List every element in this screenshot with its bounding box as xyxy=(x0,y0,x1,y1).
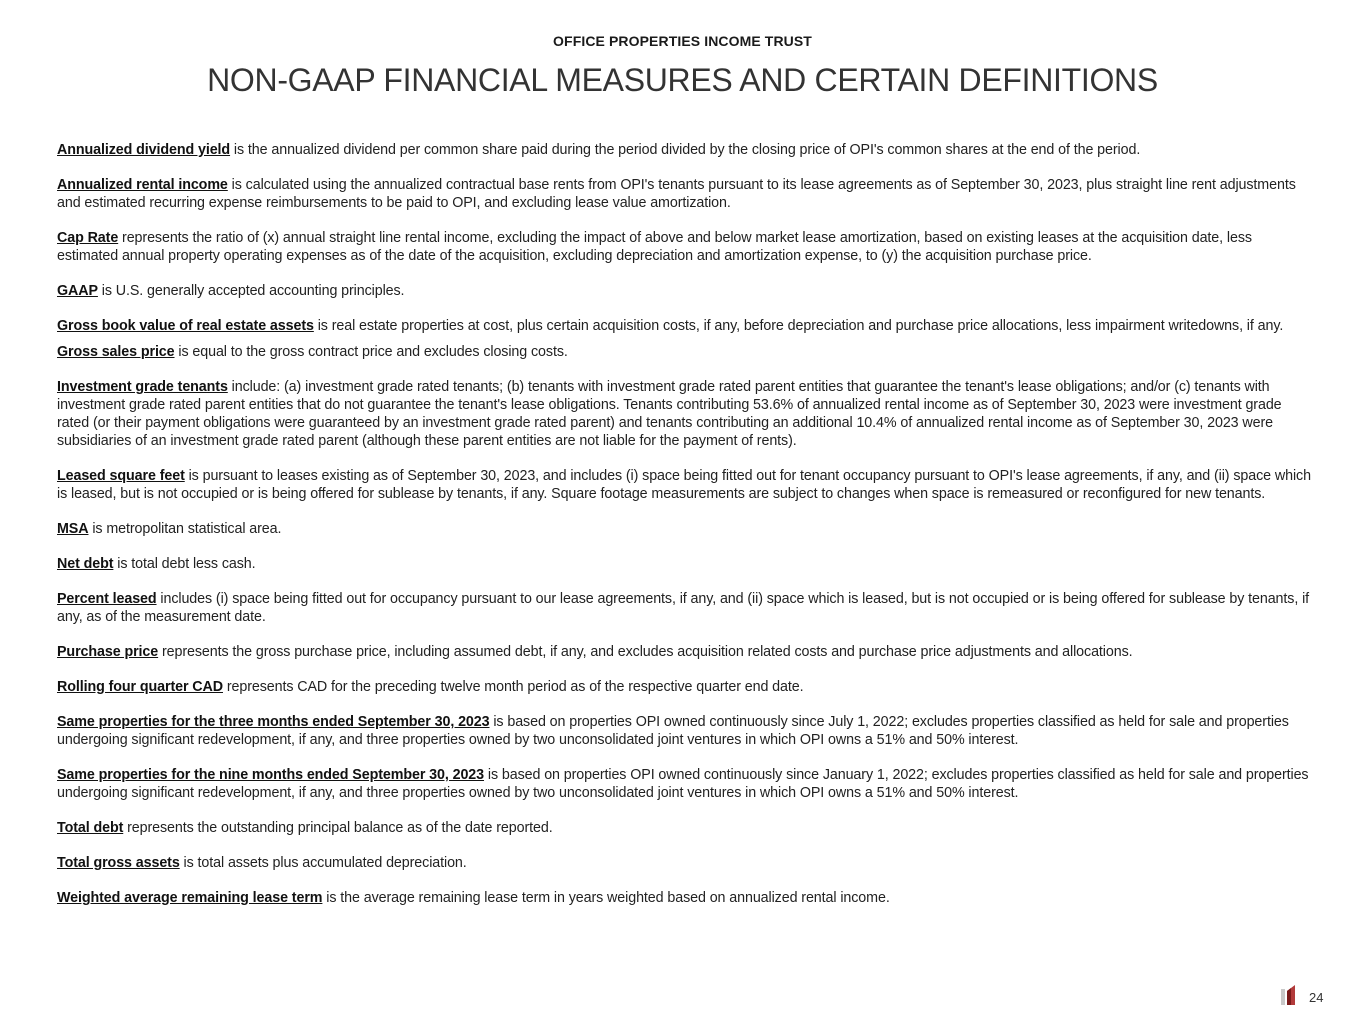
definition-term: Investment grade tenants xyxy=(57,379,228,395)
definition-term: Annualized rental income xyxy=(57,177,228,193)
definition-item xyxy=(57,343,1311,361)
definition-term: MSA xyxy=(57,521,89,537)
definitions-list xyxy=(57,141,1311,924)
definition-text: is metropolitan statistical area. xyxy=(88,521,282,537)
definition-item xyxy=(57,713,1311,749)
definition-text: represents the outstanding principal balance as of the date reported. xyxy=(123,820,553,836)
definition-text: represents the gross purchase price, including assumed debt, if any, and excludes acquisition related costs and purchase price adjustments and allocations. xyxy=(158,644,1133,660)
definition-term: Purchase price xyxy=(57,644,159,660)
definition-term: Weighted average remaining lease term xyxy=(57,890,323,906)
definition-term: Leased square feet xyxy=(57,468,185,484)
definition-item xyxy=(57,520,1311,538)
logo-left-bar xyxy=(1281,989,1285,1005)
definition-text: is total assets plus accumulated depreciation. xyxy=(179,855,467,871)
definition-term: Rolling four quarter CAD xyxy=(57,679,223,695)
definition-text: is the annualized dividend per common share paid during the period divided by the closing price of OPI's common shares at the end of the period. xyxy=(230,142,1141,158)
page-title: NON-GAAP FINANCIAL MEASURES AND CERTAIN DEFINITIONS xyxy=(207,62,1158,98)
definition-term: Percent leased xyxy=(57,591,157,607)
definition-text: is pursuant to leases existing as of September 30, 2023, and includes (i) space being fitted out for tenant occupancy pursuant to OPI's lease agreements, if any, and (ii) space which is leased, but is not occupied or is being offered for sublease by tenants, if any. Square footage measurements are subject to changes when space is remeasured or reconfigured for new tenants. xyxy=(57,468,1311,502)
definition-item xyxy=(57,141,1311,159)
definition-item xyxy=(57,378,1311,450)
definition-text: is equal to the gross contract price and excludes closing costs. xyxy=(174,344,568,360)
definition-term: Annualized dividend yield xyxy=(57,142,231,158)
opi-logo-icon xyxy=(1281,985,1297,1005)
definition-term: GAAP xyxy=(57,283,98,299)
definition-item xyxy=(57,678,1311,696)
definition-item xyxy=(57,467,1311,503)
definition-item xyxy=(57,317,1311,335)
definition-item xyxy=(57,889,1311,907)
definition-item xyxy=(57,176,1311,212)
definition-item xyxy=(57,590,1311,626)
definition-text: include: (a) investment grade rated tenants; (b) tenants with investment grade rated parent entities that guarantee the tenant's lease obligations; and/or (c) tenants with investment grade rated parent entities that do not guarantee the tenant's lease obligations. Tenants contributing 53.6% of annualized rental income as of September 30, 2023 were investment grade rated (or their payment obligations were guaranteed by an investment grade rated parent) and tenants contributing an additional 10.4% of annualized rental income as of September 30, 2023 were subsidiaries of an investment grade rated parent (although these parent entities are not liable for the payment of rents). xyxy=(57,379,1282,449)
definition-text: is U.S. generally accepted accounting principles. xyxy=(97,283,405,299)
definition-text: is based on properties OPI owned continuously since January 1, 2022; excludes properties classified as held for sale and properties undergoing significant redevelopment, if any, and three properties owned by two unconsolidated joint ventures in which OPI owns a 51% and 50% interest. xyxy=(57,767,1309,801)
definition-text: represents CAD for the preceding twelve month period as of the respective quarter end date. xyxy=(222,679,804,695)
definition-item xyxy=(57,555,1311,573)
company-name: OFFICE PROPERTIES INCOME TRUST xyxy=(553,33,812,49)
definition-item xyxy=(57,766,1311,802)
definition-text: is based on properties OPI owned continuously since July 1, 2022; excludes properties classified as held for sale and properties undergoing significant redevelopment, if any, and three properties owned by two unconsolidated joint ventures in which OPI owns a 51% and 50% interest. xyxy=(57,714,1289,748)
logo-shadow-shape xyxy=(1287,988,1291,1005)
definition-item xyxy=(57,282,1311,300)
definition-item xyxy=(57,819,1311,837)
definition-term: Same properties for the nine months ended September 30, 2023 xyxy=(57,767,485,783)
definition-term: Same properties for the three months ended September 30, 2023 xyxy=(57,714,490,730)
definition-text: represents the ratio of (x) annual straight line rental income, excluding the impact of above and below market lease amortization, based on existing leases at the acquisition date, less estimated annual property operating expenses as of the date of the acquisition, excluding depreciation and amortization expense, to (y) the acquisition purchase price. xyxy=(57,230,1252,264)
definition-term: Cap Rate xyxy=(57,230,119,246)
page-number: 24 xyxy=(1309,990,1324,1005)
definition-item xyxy=(57,229,1311,265)
definition-text: is the average remaining lease term in years weighted based on annualized rental income. xyxy=(322,890,890,906)
definition-text: is real estate properties at cost, plus certain acquisition costs, if any, before depreciation and purchase price allocations, less impairment writedowns, if any. xyxy=(313,318,1284,334)
definition-item xyxy=(57,854,1311,872)
definition-term: Total debt xyxy=(57,820,124,836)
definition-term: Gross sales price xyxy=(57,344,175,360)
definition-term: Net debt xyxy=(57,556,114,572)
definition-term: Gross book value of real estate assets xyxy=(57,318,314,334)
definition-term: Total gross assets xyxy=(57,855,180,871)
definition-text: is calculated using the annualized contractual base rents from OPI's tenants pursuant to its lease agreements as of September 30, 2023, plus straight line rent adjustments and estimated recurring expense reimbursements to be paid to OPI, and excluding lease value amortization. xyxy=(57,177,1296,211)
definition-item xyxy=(57,643,1311,661)
definition-text: is total debt less cash. xyxy=(113,556,256,572)
definition-text: includes (i) space being fitted out for occupancy pursuant to our lease agreements, if any, and (ii) space which is leased, but is not occupied or is being offered for sublease by tenants, if any, as of the measurement date. xyxy=(57,591,1310,625)
